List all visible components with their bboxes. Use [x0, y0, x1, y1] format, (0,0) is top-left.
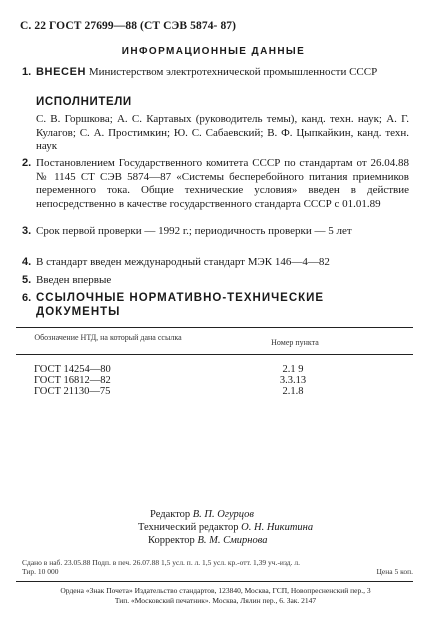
table-header-doc: Обозначение НТД, на который дана ссылка	[34, 333, 182, 342]
item-3	[22, 225, 409, 239]
signature-role: Редактор	[150, 509, 191, 520]
table-cell-doc: ГОСТ 16812—82	[34, 375, 111, 386]
performers-list: С. В. Горшкова; А. С. Картавых (руководитель темы), канд. техн. наук; А. Г. Кулагов; С. А. Простимкин; Ю. С. Сабаевский; В. Ф. Цыпкайкин, канд. техн. наук	[36, 113, 409, 152]
table-header-rule	[16, 354, 413, 355]
table-header-clause: Номер пункта	[271, 338, 319, 347]
footer-line-2: Тип. «Московский печатник». Москва, Лялин пер., 6. Зак. 2147	[114, 596, 317, 605]
item-text: Министерством электротехнической промышленности СССР	[88, 66, 378, 78]
signature-name: В. П. Огурцов	[192, 509, 254, 520]
item-6	[22, 292, 409, 319]
signature-tech-editor	[138, 521, 313, 534]
item-5	[22, 274, 409, 288]
item-number: 4.	[22, 256, 32, 268]
section-title: ИНФОРМАЦИОННЫЕ ДАННЫЕ	[121, 46, 306, 57]
table-row	[0, 386, 427, 397]
item-number: 3.	[22, 225, 32, 237]
item-number: 1.	[22, 66, 32, 78]
performers-title: ИСПОЛНИТЕЛИ	[36, 96, 132, 108]
table-cell-doc: ГОСТ 14254—80	[34, 364, 111, 375]
item-number: 2.	[22, 157, 32, 169]
item-number: 5.	[22, 274, 32, 286]
table-cell-clause: 2.1.8	[282, 386, 304, 397]
table-top-rule	[16, 327, 413, 328]
table-cell-clause: 2.1 9	[282, 364, 304, 375]
table-cell-clause: 3.3.13	[279, 375, 307, 386]
imprint-line-2-left: Тир. 10 000	[22, 567, 59, 576]
page-header: С. 22 ГОСТ 27699—88 (СТ СЭВ 5874- 87)	[20, 20, 237, 32]
signature-name: В. М. Смирнова	[197, 535, 268, 546]
signature-name: О. Н. Никитина	[241, 522, 314, 533]
signature-editor	[150, 508, 254, 521]
imprint-line-2-right: Цена 5 коп.	[376, 567, 413, 576]
item-number: 6.	[22, 292, 32, 304]
table-cell-doc: ГОСТ 21130—75	[34, 386, 111, 397]
item-4	[22, 256, 409, 270]
imprint-line-1: Сдано в наб. 23.05.88 Подп. в печ. 26.07.88 1,5 усл. п. л. 1,5 усл. кр.-отт. 1,39 уч.-изд. л.	[22, 558, 300, 567]
item-text: ССЫЛОЧНЫЕ НОРМАТИВНО-ТЕХНИЧЕСКИЕ ДОКУМЕНТЫ	[36, 292, 325, 318]
item-text: Постановлением Государственного комитета СССР по стандартам от 26.04.88 № 1145 СТ СЭВ 5874—87 «Системы бесперебойного питания приемников переменного тока. Общие технические условия» введен в действие непосредственно в качестве государственного стандарта СССР с 01.01.89	[36, 157, 409, 210]
item-2	[22, 157, 409, 211]
item-text: Введен впервые	[36, 274, 112, 286]
signature-proofreader	[148, 534, 268, 547]
footer-line-1: Ордена «Знак Почета» Издательство стандартов, 123840, Москва, ГСП, Новопресненский пер., 3	[60, 586, 371, 595]
signature-role: Корректор	[148, 535, 195, 546]
signature-role: Технический редактор	[138, 522, 239, 533]
item-lead: ВНЕСЕН	[36, 66, 87, 78]
table-row	[0, 375, 427, 386]
item-text: Срок первой проверки — 1992 г.; периодичность проверки — 5 лет	[36, 225, 352, 237]
item-text: В стандарт введен международный стандарт МЭК 146—4—82	[36, 256, 330, 268]
table-row	[0, 364, 427, 375]
footer-rule	[16, 581, 413, 582]
item-1	[22, 66, 409, 80]
